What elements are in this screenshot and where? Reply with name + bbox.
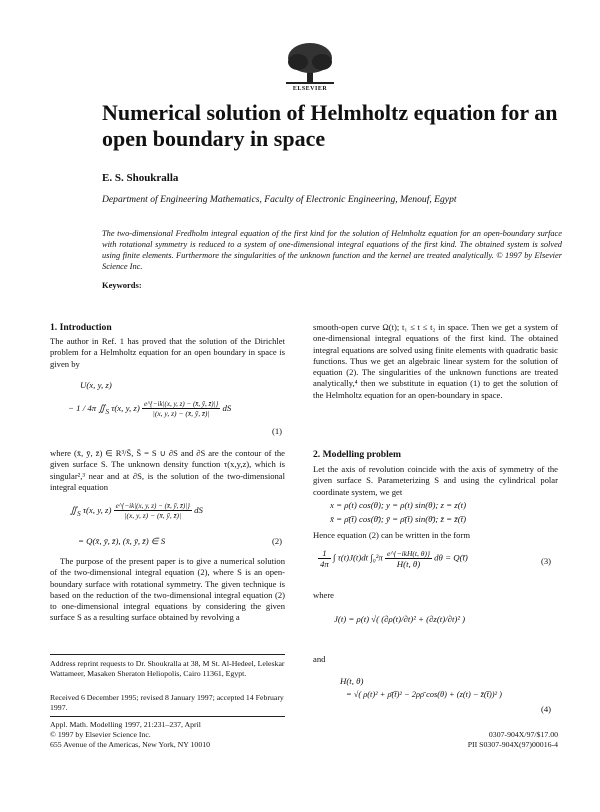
equation-h-lhs: H(t, θ) — [340, 676, 364, 686]
journal-citation: Appl. Math. Modelling 1997, 21:231–237, April — [50, 720, 201, 729]
equation-3 — [318, 548, 468, 569]
equation-jacobian: J(t) = ρ(t) √( (∂ρ(t)/∂t)² + (∂z(t)/∂t)² ) — [334, 614, 466, 624]
equation-2 — [70, 502, 203, 520]
equation-1-denominator: |(x, y, z) − (x̄, ȳ, z̄)| — [152, 409, 210, 418]
equation-h-rhs: = √( ρ(t)² + ρ̄(t̄)² − 2ρρ̄ cos(θ) + (z(t) − z̄(t̄))² ) — [346, 690, 502, 699]
footnote-address: Address reprint requests to Dr. Shoukralla at 38, M St. Al-Hedeel, Leleskar Wattameer, Masaken Sheraton Heliopolis, Cairo 11361, Egypt. — [50, 659, 285, 678]
equation-3-numerator: e^{−ikH(t, θ)} — [387, 548, 430, 558]
affiliation: Department of Engineering Mathematics, Faculty of Electronic Engineering, Menouf, Egypt — [102, 194, 457, 205]
equation-2-kernel — [114, 502, 192, 520]
equation-1-numerator: e^{−ik|(x, y, z) − (x̄, ȳ, z̄)|} — [143, 400, 219, 408]
equation-3-constant — [318, 548, 331, 569]
modelling-paragraph-1: Let the axis of revolution coincide with the axis of symmetry of the given surface S. Parameterizing S and using the cylindrical polar coordinate system, we get — [313, 464, 558, 497]
logo-text: ELSEVIER — [292, 86, 328, 92]
equation-2-dS: dS — [194, 505, 203, 516]
and-label: and — [313, 654, 326, 664]
journal-copyright: © 1997 by Elsevier Science Inc. — [50, 730, 151, 739]
footnote-received: Received 6 December 1995; revised 8 January 1997; accepted 14 February 1997. — [50, 693, 284, 712]
intro-paragraph-3: The purpose of the present paper is to give a numerical solution of the two-dimensional integral equation (2), where S is an open-boundary surface with rotational symmetry. The given technique is based on the reduction of the two-dimensional integral equation (2) to one-dimensional integral equations by considering the given surface S as a resulting surface obtained by revolving a — [50, 556, 285, 623]
equation-1-dS: dS — [222, 403, 232, 414]
abstract: The two-dimensional Fredholm integral equation of the first kind for the solution of Helmholtz equation for an open-boundary surface with rotational symmetry is reduced to a system of one-dimensional integral equations of the first kind. The obtained system is solved using finite elements. Furthermore the singularities of the unknown function and the kernel are treated analytically. © 1997 by Elsevier Science Inc. — [102, 229, 562, 271]
where-label: where — [313, 590, 334, 600]
equation-1-prefix: − 1 / 4π ∬ — [68, 403, 106, 414]
equation-3-rhs: dθ = Q(t̄) — [434, 552, 468, 563]
equation-1-lhs: U(x, y, z) — [80, 380, 112, 390]
equation-1-density: τ(x, y, z) — [111, 403, 140, 414]
equation-2-rhs: = Q(x̄, ȳ, z̄), (x̄, ȳ, z̄) ∈ S — [78, 536, 166, 546]
equation-2-integral: ∬ — [70, 505, 77, 516]
publisher-logo — [278, 40, 342, 94]
equation-2-number: (2) — [272, 536, 283, 546]
equation-2-density: τ(x, y, z) — [82, 505, 112, 516]
issn-price: 0307-904X/97/$17.00 — [488, 730, 558, 739]
intro-paragraph-continued: smooth-open curve Ω(t); t₁ ≤ t ≤ t₂ in space. Then we get a system of one-dimensional integral equations of the first kind. The obtained integral equations are solved using finite elements with quadratic basic functions. Thus we get an algebraic linear system for the solution of equation (2). The singularities of the unknown functions are treated analytically,⁴ then we substitute in equation (1) to get the solution of the Helmholtz equation for an open-boundary in space. — [313, 322, 558, 400]
equation-3-constant-numerator: 1 — [318, 548, 331, 559]
equation-1-kernel — [142, 400, 220, 418]
equation-4-number: (4) — [541, 704, 552, 714]
author: E. S. Shoukralla — [102, 172, 179, 184]
equation-1-number: (1) — [272, 426, 283, 436]
keywords-label: Keywords: — [102, 280, 142, 290]
section-2-heading: 2. Modelling problem — [313, 449, 402, 460]
pii: PII S0307-904X(97)00016-4 — [467, 740, 558, 749]
modelling-paragraph-2: Hence equation (2) can be written in the form — [313, 530, 471, 540]
section-1-heading: 1. Introduction — [50, 322, 112, 333]
equation-3-integrals: ∫ τ(t)J(t)dt ∫₀²π — [333, 552, 383, 563]
equation-2-denominator: |(x, y, z) − (x̄, ȳ, z̄)| — [124, 511, 182, 520]
paper-title: Numerical solution of Helmholtz equation for an open boundary in space — [102, 100, 558, 151]
equation-1 — [68, 400, 231, 418]
journal-divider — [50, 716, 285, 717]
equation-3-denominator: H(t, θ) — [396, 558, 421, 569]
parameterization-equation-1: x = ρ(t) cos(θ); y = ρ(t) sin(θ); z = z(t) — [330, 500, 467, 510]
parameterization-equation-2: x̄ = ρ̄(t̄) cos(θ̄); ȳ = ρ̄(t̄) sin(θ̄); z̄ = z̄(t̄) — [330, 514, 467, 524]
equation-2-numerator: e^{−ik|(x, y, z) − (x̄, ȳ, z̄)|} — [115, 502, 190, 510]
equation-1-domain: S — [105, 406, 109, 416]
journal-address: 655 Avenue of the Americas, New York, NY 10010 — [50, 740, 211, 749]
equation-3-number: (3) — [541, 556, 552, 566]
intro-paragraph-2: where (x̄, ȳ, z̄) ∈ R³/S̄, S̄ = S ∪ ∂S and ∂S are the contour of the given surface S. The unknown density function τ(x,y,z), which is singular²,³ near and at ∂S, is the solution of the two-dimensional integral equation — [50, 448, 285, 492]
footnote-divider — [50, 654, 285, 655]
equation-2-domain: S — [76, 508, 81, 518]
equation-3-kernel — [385, 549, 432, 569]
equation-3-constant-denominator: 4π — [320, 559, 329, 569]
intro-paragraph-1: The author in Ref. 1 has proved that the solution of the Dirichlet problem for a Helmholtz equation for an open boundary in space is given by — [50, 336, 285, 369]
